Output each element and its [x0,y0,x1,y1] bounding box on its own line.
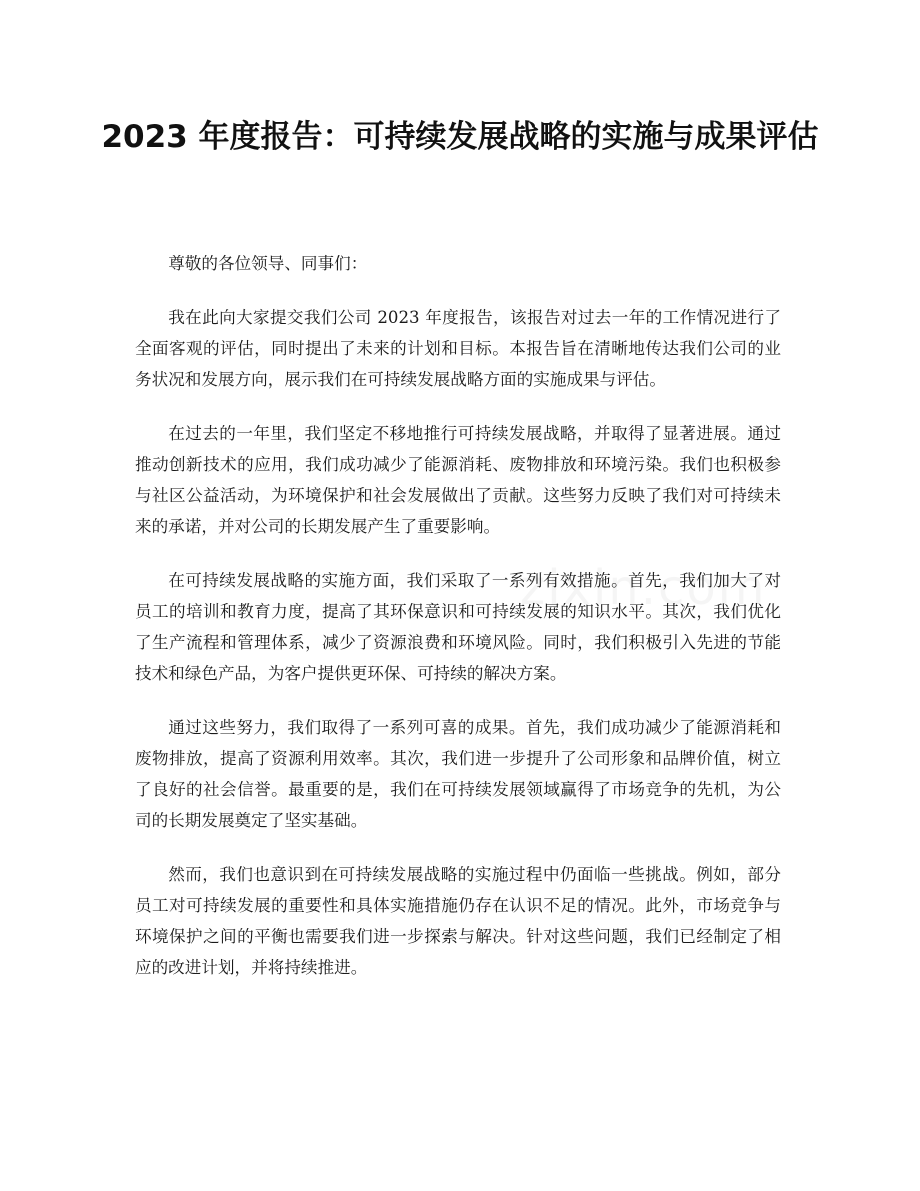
body-paragraph: 然而，我们也意识到在可持续发展战略的实施过程中仍面临一些挑战。例如，部分员工对可持续发展的重要性和具体实施措施仍存在认识不足的情况。此外，市场竞争与环境保护之间的平衡也需要我们进一步探索与解决。针对这些问题，我们已经制定了相应的改进计划，并将持续推进。 [135,865,781,977]
body-paragraph: 在过去的一年里，我们坚定不移地推行可持续发展战略，并取得了显著进展。通过推动创新技术的应用，我们成功减少了能源消耗、废物排放和环境污染。我们也积极参与社区公益活动，为环境保护和社会发展做出了贡献。这些努力反映了我们对可持续未来的承诺，并对公司的长期发展产生了重要影响。 [135,424,781,536]
document-title: 2023 年度报告：可持续发展战略的实施与成果评估 [101,119,819,155]
salutation-paragraph: 尊敬的各位领导、同事们： [168,254,368,273]
body-paragraph: 在可持续发展战略的实施方面，我们采取了一系列有效措施。首先，我们加大了对员工的培训和教育力度，提高了其环保意识和可持续发展的知识水平。其次，我们优化了生产流程和管理体系，减少了资源浪费和环境风险。同时，我们积极引入先进的节能技术和绿色产品，为客户提供更环保、可持续的解决方案。 [135,571,781,683]
body-paragraph: 通过这些努力，我们取得了一系列可喜的成果。首先，我们成功减少了能源消耗和废物排放，提高了资源利用效率。其次，我们进一步提升了公司形象和品牌价值，树立了良好的社会信誉。最重要的是，我们在可持续发展领域赢得了市场竞争的先机，为公司的长期发展奠定了坚实基础。 [135,718,781,830]
body-paragraph: 我在此向大家提交我们公司 2023 年度报告，该报告对过去一年的工作情况进行了全面客观的评估，同时提出了未来的计划和目标。本报告旨在清晰地传达我们公司的业务状况和发展方向，展示我们在可持续发展战略方面的实施成果与评估。 [135,308,781,389]
document-body [135,248,781,1006]
